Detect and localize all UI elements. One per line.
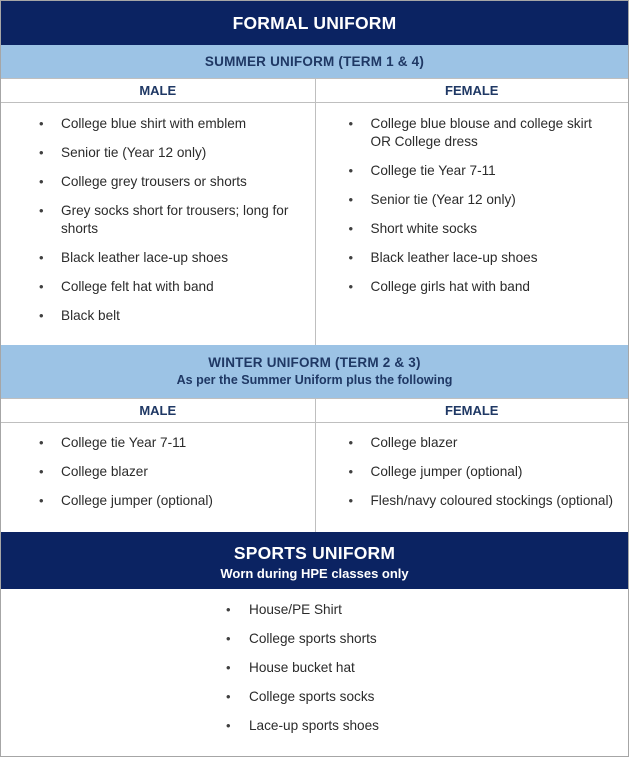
list-item-label: Senior tie (Year 12 only): [370, 192, 516, 207]
list-item: [226, 630, 618, 648]
list-item-label: Flesh/navy coloured stockings (optional): [370, 493, 614, 508]
list-item-label: College jumper (optional): [61, 493, 213, 508]
winter-uniform-banner: [1, 345, 628, 398]
list-item-label: College jumper (optional): [370, 464, 523, 479]
list-item-label: Senior tie (Year 12 only): [61, 145, 207, 160]
winter-female-cell: [315, 423, 629, 532]
bullet-icon: •: [39, 435, 44, 450]
list-item: [226, 659, 618, 677]
bullet-icon: •: [39, 203, 44, 218]
summer-male-header: MALE: [139, 83, 177, 98]
winter-gender-header-row: [1, 398, 628, 423]
list-item: [39, 278, 305, 296]
list-item-label: House bucket hat: [249, 660, 355, 675]
list-item: [349, 492, 617, 510]
list-item-label: College felt hat with band: [61, 279, 214, 294]
winter-uniform-title: WINTER UNIFORM (TERM 2 & 3): [208, 355, 421, 370]
list-item-label: College grey trousers or shorts: [61, 174, 247, 189]
list-item-label: College girls hat with band: [370, 279, 530, 294]
winter-male-header: MALE: [139, 403, 177, 418]
sports-content-row: [1, 589, 628, 756]
list-item: [39, 115, 305, 133]
summer-content-row: [1, 103, 628, 345]
bullet-icon: •: [348, 464, 354, 479]
sports-uniform-title: SPORTS UNIFORM: [233, 543, 396, 563]
bullet-icon: •: [39, 464, 44, 479]
summer-gender-header-row: [1, 78, 628, 103]
summer-female-header: FEMALE: [315, 79, 629, 102]
list-item: [39, 434, 305, 452]
list-item-label: Black leather lace-up shoes: [370, 250, 538, 265]
bullet-icon: •: [226, 660, 231, 675]
summer-male-cell: [1, 103, 315, 345]
bullet-icon: •: [348, 435, 354, 450]
list-item-label: College blazer: [61, 464, 148, 479]
list-item: [349, 278, 617, 296]
list-item-label: College tie Year 7-11: [61, 435, 187, 450]
bullet-icon: •: [39, 145, 44, 160]
winter-female-header: FEMALE: [315, 399, 629, 422]
list-item-label: Short white socks: [370, 221, 478, 236]
bullet-icon: •: [348, 163, 354, 178]
bullet-icon: •: [226, 631, 231, 646]
list-item: [349, 220, 617, 238]
bullet-icon: •: [348, 493, 354, 508]
list-item-label: Lace-up sports shoes: [249, 718, 379, 733]
winter-male-list: [1, 423, 315, 532]
list-item-label: Black leather lace-up shoes: [61, 250, 228, 265]
list-item-label: House/PE Shirt: [249, 602, 342, 617]
sports-uniform-banner: [1, 532, 628, 589]
list-item: [349, 115, 617, 151]
bullet-icon: •: [348, 250, 354, 265]
bullet-icon: •: [39, 493, 44, 508]
bullet-icon: •: [348, 221, 354, 236]
list-item: [349, 249, 617, 267]
list-item: [226, 601, 618, 619]
sports-uniform-subtitle: Worn during HPE classes only: [220, 566, 409, 581]
list-item: [349, 191, 617, 209]
summer-female-cell: [315, 103, 629, 345]
list-item: [349, 162, 617, 180]
list-item: [39, 249, 305, 267]
list-item-label: College sports shorts: [249, 631, 377, 646]
list-item: [39, 173, 305, 191]
summer-uniform-banner: [1, 45, 628, 78]
list-item-label: College sports socks: [249, 689, 375, 704]
list-item-label: College tie Year 7-11: [370, 163, 496, 178]
list-item-label: Black belt: [61, 308, 120, 323]
formal-uniform-title: FORMAL UNIFORM: [232, 13, 397, 33]
winter-content-row: [1, 423, 628, 532]
list-item: [39, 144, 305, 162]
bullet-icon: •: [39, 174, 44, 189]
bullet-icon: •: [226, 602, 231, 617]
bullet-icon: •: [226, 718, 231, 733]
list-item: [39, 463, 305, 481]
bullet-icon: •: [39, 250, 44, 265]
winter-male-cell: [1, 423, 315, 532]
bullet-icon: •: [348, 279, 354, 294]
summer-uniform-title: SUMMER UNIFORM (TERM 1 & 4): [204, 54, 425, 69]
summer-female-list: [316, 103, 629, 316]
summer-male-list: [1, 103, 315, 345]
list-item-label: Grey socks short for trousers; long for shorts: [61, 203, 289, 236]
formal-uniform-banner: [1, 1, 628, 45]
bullet-icon: •: [39, 116, 44, 131]
list-item: [349, 434, 617, 452]
list-item: [39, 307, 305, 325]
list-item-label: College blazer: [370, 435, 458, 450]
list-item-label: College blue blouse and college skirt OR College dress: [370, 116, 592, 149]
bullet-icon: •: [39, 308, 44, 323]
winter-female-list: [316, 423, 629, 532]
list-item: [349, 463, 617, 481]
winter-uniform-subtitle: As per the Summer Uniform plus the following: [176, 373, 453, 387]
bullet-icon: •: [348, 192, 354, 207]
sports-items-list: [1, 589, 628, 756]
list-item: [226, 717, 618, 735]
list-item-label: College blue shirt with emblem: [61, 116, 247, 131]
list-item: [39, 492, 305, 510]
bullet-icon: •: [39, 279, 44, 294]
list-item: [39, 202, 305, 238]
bullet-icon: •: [226, 689, 231, 704]
list-item: [226, 688, 618, 706]
bullet-icon: •: [348, 116, 354, 131]
